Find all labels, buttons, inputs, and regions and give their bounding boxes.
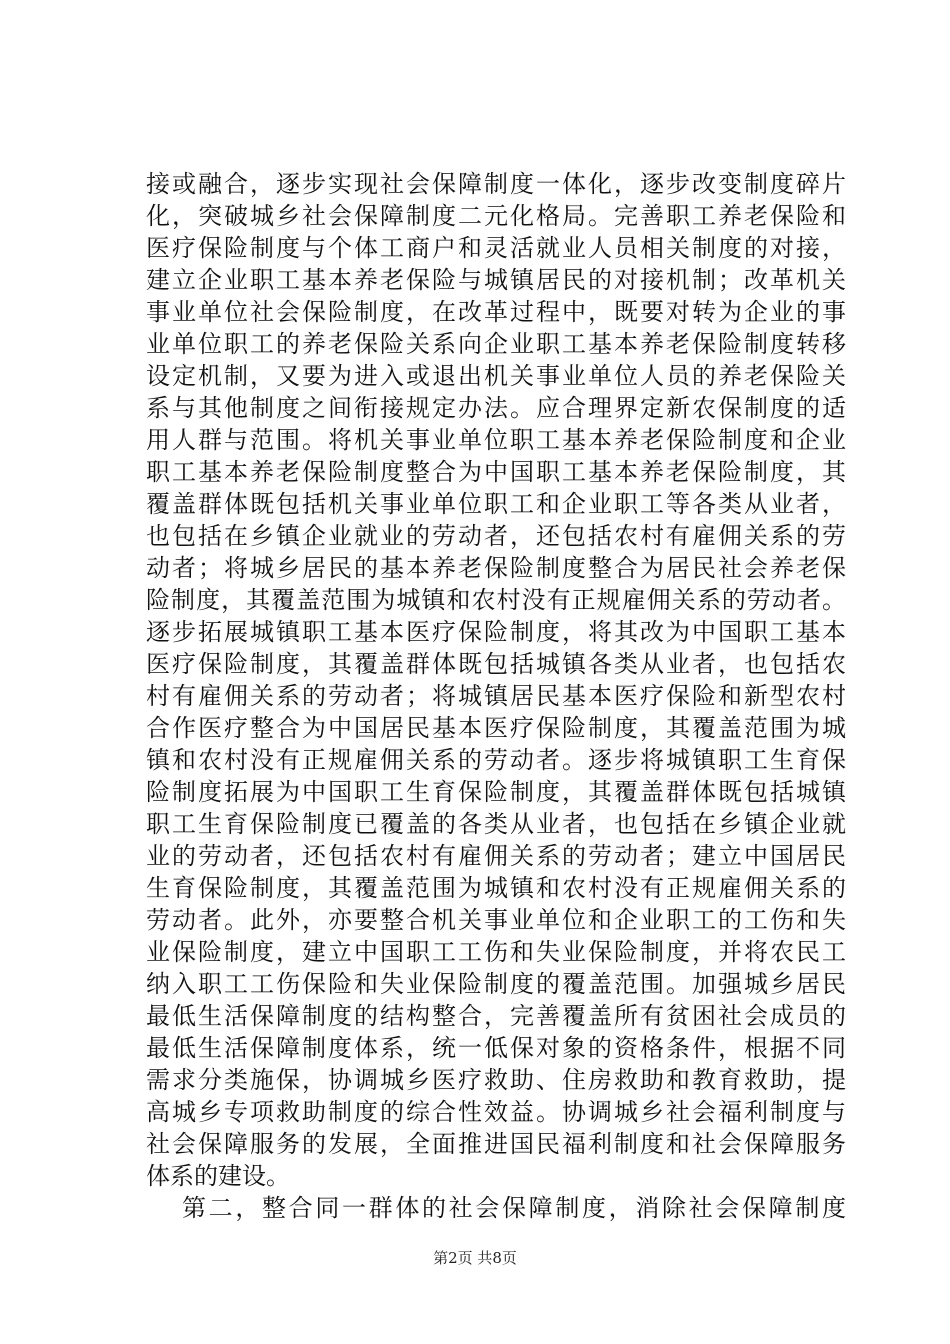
text-line: 险制度拓展为中国职工生育保险制度，其覆盖群体既包括城镇 xyxy=(146,778,846,806)
text-line: 建立企业职工基本养老保险与城镇居民的对接机制；改革机关 xyxy=(146,266,846,294)
text-line: 需求分类施保，协调城乡医疗救助、住房救助和教育救助，提 xyxy=(146,1066,846,1094)
text-line: 化，突破城乡社会保障制度二元化格局。完善职工养老保险和 xyxy=(146,202,846,230)
text-line: 业保险制度，建立中国职工工伤和失业保险制度，并将农民工 xyxy=(146,938,846,966)
text-line: 也包括在乡镇企业就业的劳动者，还包括农村有雇佣关系的劳 xyxy=(146,522,846,550)
text-line: 职工基本养老保险制度整合为中国职工基本养老保险制度，其 xyxy=(146,458,846,486)
text-line: 医疗保险制度与个体工商户和灵活就业人员相关制度的对接， xyxy=(146,234,846,262)
text-line: 村有雇佣关系的劳动者；将城镇居民基本医疗保险和新型农村 xyxy=(146,682,846,710)
text-line: 逐步拓展城镇职工基本医疗保险制度，将其改为中国职工基本 xyxy=(146,618,846,646)
text-line: 镇和农村没有正规雇佣关系的劳动者。逐步将城镇职工生育保 xyxy=(146,746,846,774)
text-line: 系与其他制度之间衔接规定办法。应合理界定新农保制度的适 xyxy=(146,394,846,422)
text-line: 社会保障服务的发展，全面推进国民福利制度和社会保障服务 xyxy=(146,1130,846,1158)
text-line: 合作医疗整合为中国居民基本医疗保险制度，其覆盖范围为城 xyxy=(146,714,846,742)
text-line: 纳入职工工伤保险和失业保险制度的覆盖范围。加强城乡居民 xyxy=(146,970,846,998)
body-text xyxy=(146,168,846,1224)
text-line: 接或融合，逐步实现社会保障制度一体化，逐步改变制度碎片 xyxy=(146,170,846,198)
text-line: 高城乡专项救助制度的综合性效益。协调城乡社会福利制度与 xyxy=(146,1098,846,1126)
text-line: 业单位职工的养老保险关系向企业职工基本养老保险制度转移 xyxy=(146,330,846,358)
text-line: 覆盖群体既包括机关事业单位职工和企业职工等各类从业者， xyxy=(146,490,846,518)
text-line: 用人群与范围。将机关事业单位职工基本养老保险制度和企业 xyxy=(146,426,846,454)
text-line: 险制度，其覆盖范围为城镇和农村没有正规雇佣关系的劳动者。 xyxy=(146,586,846,614)
text-line: 医疗保险制度，其覆盖群体既包括城镇各类从业者，也包括农 xyxy=(146,650,846,678)
text-line-paragraph-end: 体系的建设。 xyxy=(146,1162,290,1190)
text-line: 劳动者。此外，亦要整合机关事业单位和企业职工的工伤和失 xyxy=(146,906,846,934)
text-line: 最低生活保障制度体系，统一低保对象的资格条件，根据不同 xyxy=(146,1034,846,1062)
text-line: 生育保险制度，其覆盖范围为城镇和农村没有正规雇佣关系的 xyxy=(146,874,846,902)
text-line: 职工生育保险制度已覆盖的各类从业者，也包括在乡镇企业就 xyxy=(146,810,846,838)
text-line-paragraph-start: 第二，整合同一群体的社会保障制度，消除社会保障制度 xyxy=(182,1194,846,1222)
text-line: 事业单位社会保险制度，在改革过程中，既要对转为企业的事 xyxy=(146,298,846,326)
text-line: 业的劳动者，还包括农村有雇佣关系的劳动者；建立中国居民 xyxy=(146,842,846,870)
text-line: 动者；将城乡居民的基本养老保险制度整合为居民社会养老保 xyxy=(146,554,846,582)
page-number-footer: 第2页 共8页 xyxy=(433,1249,517,1267)
text-line: 设定机制，又要为进入或退出机关事业单位人员的养老保险关 xyxy=(146,362,846,390)
text-line: 最低生活保障制度的结构整合，完善覆盖所有贫困社会成员的 xyxy=(146,1002,846,1030)
